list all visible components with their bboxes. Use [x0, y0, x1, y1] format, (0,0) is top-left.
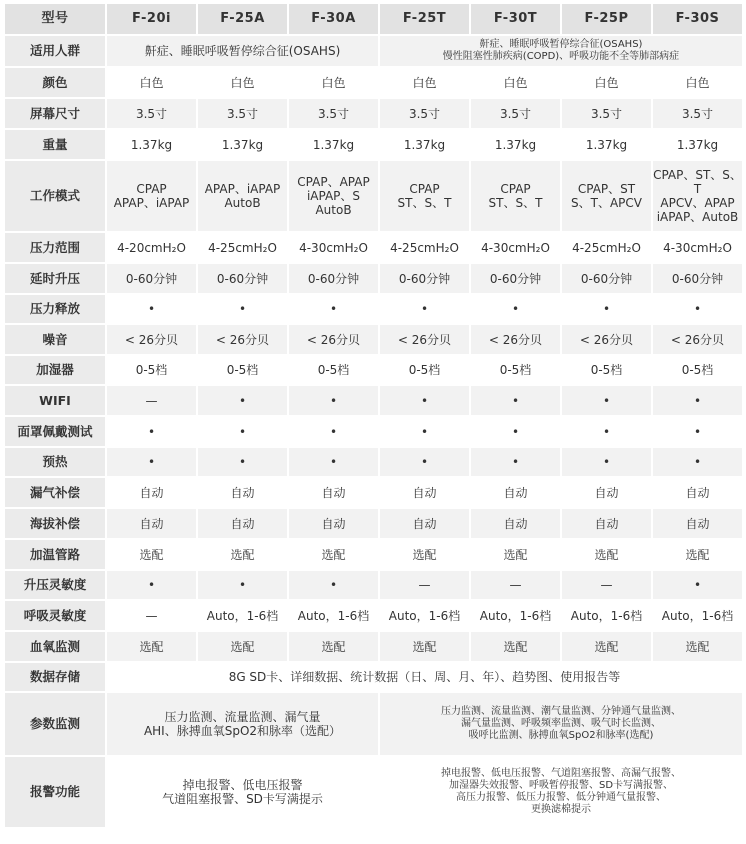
spec-cell: •: [653, 386, 742, 415]
spec-cell: •: [562, 386, 651, 415]
row-label: 屏幕尺寸: [5, 99, 105, 128]
spec-cell: 选配: [198, 540, 287, 569]
header-label: 型号: [5, 4, 105, 34]
spec-cell: 0-5档: [380, 356, 469, 384]
spec-cell: 自动: [471, 509, 560, 538]
spec-merged-cell: 掉电报警、低电压报警、气道阻塞报警、高漏气报警、 加湿器失效报警、呼吸暂停报警、SD卡写满报警、 高压力报警、低压力报警、低分钟通气量报警、 更换滤棉提示: [380, 757, 742, 827]
spec-cell: 白色: [471, 68, 560, 97]
model-header: F-25T: [380, 4, 469, 34]
table-row: [5, 540, 742, 569]
model-header: F-30T: [471, 4, 560, 34]
spec-cell: 1.37kg: [289, 130, 378, 159]
spec-cell: —: [107, 601, 196, 630]
spec-cell: APAP、iAPAP AutoB: [198, 161, 287, 231]
spec-cell: 0-60分钟: [653, 264, 742, 293]
spec-cell: CPAP ST、S、T: [380, 161, 469, 231]
table-row: [5, 130, 742, 159]
spec-cell: 1.37kg: [198, 130, 287, 159]
spec-cell: 3.5寸: [107, 99, 196, 128]
spec-cell: •: [107, 571, 196, 599]
row-label: 适用人群: [5, 36, 105, 66]
spec-cell: 4-30cmH₂O: [289, 233, 378, 262]
table-row: [5, 325, 742, 354]
spec-cell: 选配: [107, 540, 196, 569]
spec-cell: Auto，1-6档: [653, 601, 742, 630]
row-label: 呼吸灵敏度: [5, 601, 105, 630]
row-label: 加温管路: [5, 540, 105, 569]
spec-cell: 自动: [289, 478, 378, 507]
spec-cell: —: [562, 571, 651, 599]
spec-cell: < 26分贝: [289, 325, 378, 354]
row-label: 工作模式: [5, 161, 105, 231]
spec-cell: 选配: [198, 632, 287, 661]
spec-cell: 3.5寸: [380, 99, 469, 128]
spec-cell: 1.37kg: [653, 130, 742, 159]
spec-cell: 选配: [380, 540, 469, 569]
spec-merged-cell: 压力监测、流量监测、潮气量监测、分钟通气量监测、 漏气量监测、呼吸频率监测、吸气时长监测、 吸呼比监测、脉搏血氧SpO2和脉率(选配): [380, 693, 742, 755]
spec-cell: •: [107, 295, 196, 323]
spec-cell: •: [107, 417, 196, 446]
spec-cell: 自动: [562, 478, 651, 507]
spec-cell: Auto，1-6档: [562, 601, 651, 630]
spec-cell: 自动: [380, 509, 469, 538]
spec-cell: •: [289, 386, 378, 415]
table-row: [5, 663, 742, 691]
spec-cell: 0-5档: [289, 356, 378, 384]
spec-cell: •: [198, 417, 287, 446]
row-label: 海拔补偿: [5, 509, 105, 538]
spec-cell: < 26分贝: [562, 325, 651, 354]
spec-cell: 白色: [380, 68, 469, 97]
spec-cell: 白色: [653, 68, 742, 97]
spec-cell: •: [289, 295, 378, 323]
spec-cell: 选配: [653, 632, 742, 661]
row-label: 压力释放: [5, 295, 105, 323]
spec-merged-cell: 压力监测、流量监测、漏气量 AHI、脉搏血氧SpO2和脉率（选配）: [107, 693, 378, 755]
spec-cell: •: [289, 448, 378, 476]
spec-cell: 选配: [471, 632, 560, 661]
spec-cell: 自动: [198, 509, 287, 538]
table-row: [5, 264, 742, 293]
row-label: 数据存储: [5, 663, 105, 691]
spec-merged-cell: 鼾症、睡眠呼吸暂停综合征(OSAHS) 慢性阻塞性肺疾病(COPD)、呼吸功能不全等肺部病症: [380, 36, 742, 66]
spec-cell: •: [471, 417, 560, 446]
spec-cell: 自动: [653, 478, 742, 507]
row-label: 压力范围: [5, 233, 105, 262]
spec-cell: < 26分贝: [107, 325, 196, 354]
spec-cell: •: [562, 448, 651, 476]
spec-merged-cell: 鼾症、睡眠呼吸暂停综合征(OSAHS): [107, 36, 378, 66]
table-row: [5, 36, 742, 66]
spec-cell: 选配: [471, 540, 560, 569]
spec-cell: 选配: [562, 540, 651, 569]
model-header: F-20i: [107, 4, 196, 34]
spec-cell: CPAP、APAP iAPAP、S AutoB: [289, 161, 378, 231]
spec-cell: 0-5档: [107, 356, 196, 384]
spec-cell: •: [562, 417, 651, 446]
header-row: [5, 4, 742, 34]
row-label: 血氧监测: [5, 632, 105, 661]
table-row: [5, 386, 742, 415]
spec-cell: —: [380, 571, 469, 599]
spec-cell: 1.37kg: [471, 130, 560, 159]
spec-cell: 4-30cmH₂O: [471, 233, 560, 262]
spec-cell: 0-5档: [653, 356, 742, 384]
spec-cell: •: [107, 448, 196, 476]
row-label: 重量: [5, 130, 105, 159]
spec-cell: Auto，1-6档: [198, 601, 287, 630]
spec-cell: •: [471, 448, 560, 476]
spec-cell: CPAP ST、S、T: [471, 161, 560, 231]
spec-cell: •: [562, 295, 651, 323]
spec-cell: 白色: [289, 68, 378, 97]
spec-cell: CPAP、ST、S、T APCV、APAP iAPAP、AutoB: [653, 161, 742, 231]
spec-cell: CPAP APAP、iAPAP: [107, 161, 196, 231]
spec-cell: 4-20cmH₂O: [107, 233, 196, 262]
spec-cell: •: [198, 295, 287, 323]
spec-cell: 0-60分钟: [562, 264, 651, 293]
spec-cell: 3.5寸: [471, 99, 560, 128]
spec-cell: 选配: [289, 632, 378, 661]
table-row: [5, 509, 742, 538]
table-row: [5, 448, 742, 476]
spec-cell: 白色: [107, 68, 196, 97]
spec-cell: •: [380, 448, 469, 476]
spec-cell: Auto，1-6档: [471, 601, 560, 630]
spec-cell: 选配: [289, 540, 378, 569]
model-header: F-25P: [562, 4, 651, 34]
spec-cell: •: [380, 386, 469, 415]
spec-cell: 自动: [289, 509, 378, 538]
table-row: [5, 417, 742, 446]
spec-cell: 自动: [562, 509, 651, 538]
spec-cell: •: [653, 571, 742, 599]
spec-cell: 自动: [198, 478, 287, 507]
spec-cell: 4-30cmH₂O: [653, 233, 742, 262]
table-row: [5, 233, 742, 262]
spec-cell: 3.5寸: [289, 99, 378, 128]
spec-cell: 0-60分钟: [198, 264, 287, 293]
spec-cell: 选配: [562, 632, 651, 661]
spec-cell: •: [380, 295, 469, 323]
spec-cell: 0-60分钟: [380, 264, 469, 293]
spec-cell: 1.37kg: [562, 130, 651, 159]
spec-cell: 白色: [198, 68, 287, 97]
spec-cell: 自动: [107, 478, 196, 507]
spec-table: [3, 2, 744, 829]
table-row: [5, 68, 742, 97]
spec-cell: 3.5寸: [562, 99, 651, 128]
spec-cell: 自动: [380, 478, 469, 507]
table-row: [5, 161, 742, 231]
model-header: F-30S: [653, 4, 742, 34]
row-label: 参数监测: [5, 693, 105, 755]
table-row: [5, 478, 742, 507]
model-header: F-25A: [198, 4, 287, 34]
row-label: 升压灵敏度: [5, 571, 105, 599]
spec-cell: 1.37kg: [107, 130, 196, 159]
spec-body: [5, 36, 742, 827]
table-row: [5, 632, 742, 661]
spec-cell: CPAP、ST S、T、APCV: [562, 161, 651, 231]
row-label: 报警功能: [5, 757, 105, 827]
spec-cell: 3.5寸: [198, 99, 287, 128]
table-row: [5, 99, 742, 128]
spec-cell: 0-5档: [198, 356, 287, 384]
table-row: [5, 571, 742, 599]
table-row: [5, 693, 742, 755]
spec-cell: 0-60分钟: [471, 264, 560, 293]
spec-cell: •: [653, 295, 742, 323]
spec-cell: Auto，1-6档: [380, 601, 469, 630]
model-header: F-30A: [289, 4, 378, 34]
table-row: [5, 295, 742, 323]
spec-cell: Auto，1-6档: [289, 601, 378, 630]
spec-cell: —: [471, 571, 560, 599]
table-row: [5, 757, 742, 827]
spec-cell: < 26分贝: [380, 325, 469, 354]
spec-cell: 0-5档: [471, 356, 560, 384]
spec-cell: 3.5寸: [653, 99, 742, 128]
spec-cell: 白色: [562, 68, 651, 97]
spec-cell: •: [289, 571, 378, 599]
spec-cell: 选配: [107, 632, 196, 661]
spec-cell: < 26分贝: [198, 325, 287, 354]
spec-cell: < 26分贝: [471, 325, 560, 354]
spec-merged-cell: 8G SD卡、详细数据、统计数据（日、周、月、年）、趋势图、使用报告等: [107, 663, 742, 691]
spec-cell: 自动: [107, 509, 196, 538]
spec-cell: 选配: [380, 632, 469, 661]
row-label: 颜色: [5, 68, 105, 97]
spec-cell: •: [198, 448, 287, 476]
spec-cell: 4-25cmH₂O: [562, 233, 651, 262]
spec-cell: •: [198, 571, 287, 599]
spec-cell: 4-25cmH₂O: [198, 233, 287, 262]
spec-cell: •: [380, 417, 469, 446]
spec-cell: 自动: [653, 509, 742, 538]
spec-cell: •: [289, 417, 378, 446]
row-label: 漏气补偿: [5, 478, 105, 507]
table-row: [5, 601, 742, 630]
spec-cell: 0-60分钟: [107, 264, 196, 293]
spec-cell: 0-5档: [562, 356, 651, 384]
spec-cell: •: [653, 448, 742, 476]
row-label: WIFI: [5, 386, 105, 415]
table-row: [5, 356, 742, 384]
spec-cell: •: [198, 386, 287, 415]
row-label: 噪音: [5, 325, 105, 354]
spec-cell: 4-25cmH₂O: [380, 233, 469, 262]
spec-cell: •: [471, 295, 560, 323]
row-label: 延时升压: [5, 264, 105, 293]
spec-cell: < 26分贝: [653, 325, 742, 354]
spec-cell: 1.37kg: [380, 130, 469, 159]
spec-merged-cell: 掉电报警、低电压报警 气道阻塞报警、SD卡写满提示: [107, 757, 378, 827]
spec-cell: —: [107, 386, 196, 415]
row-label: 加湿器: [5, 356, 105, 384]
spec-cell: 自动: [471, 478, 560, 507]
spec-cell: •: [653, 417, 742, 446]
spec-cell: 0-60分钟: [289, 264, 378, 293]
spec-cell: •: [471, 386, 560, 415]
row-label: 预热: [5, 448, 105, 476]
spec-cell: 选配: [653, 540, 742, 569]
row-label: 面罩佩戴测试: [5, 417, 105, 446]
